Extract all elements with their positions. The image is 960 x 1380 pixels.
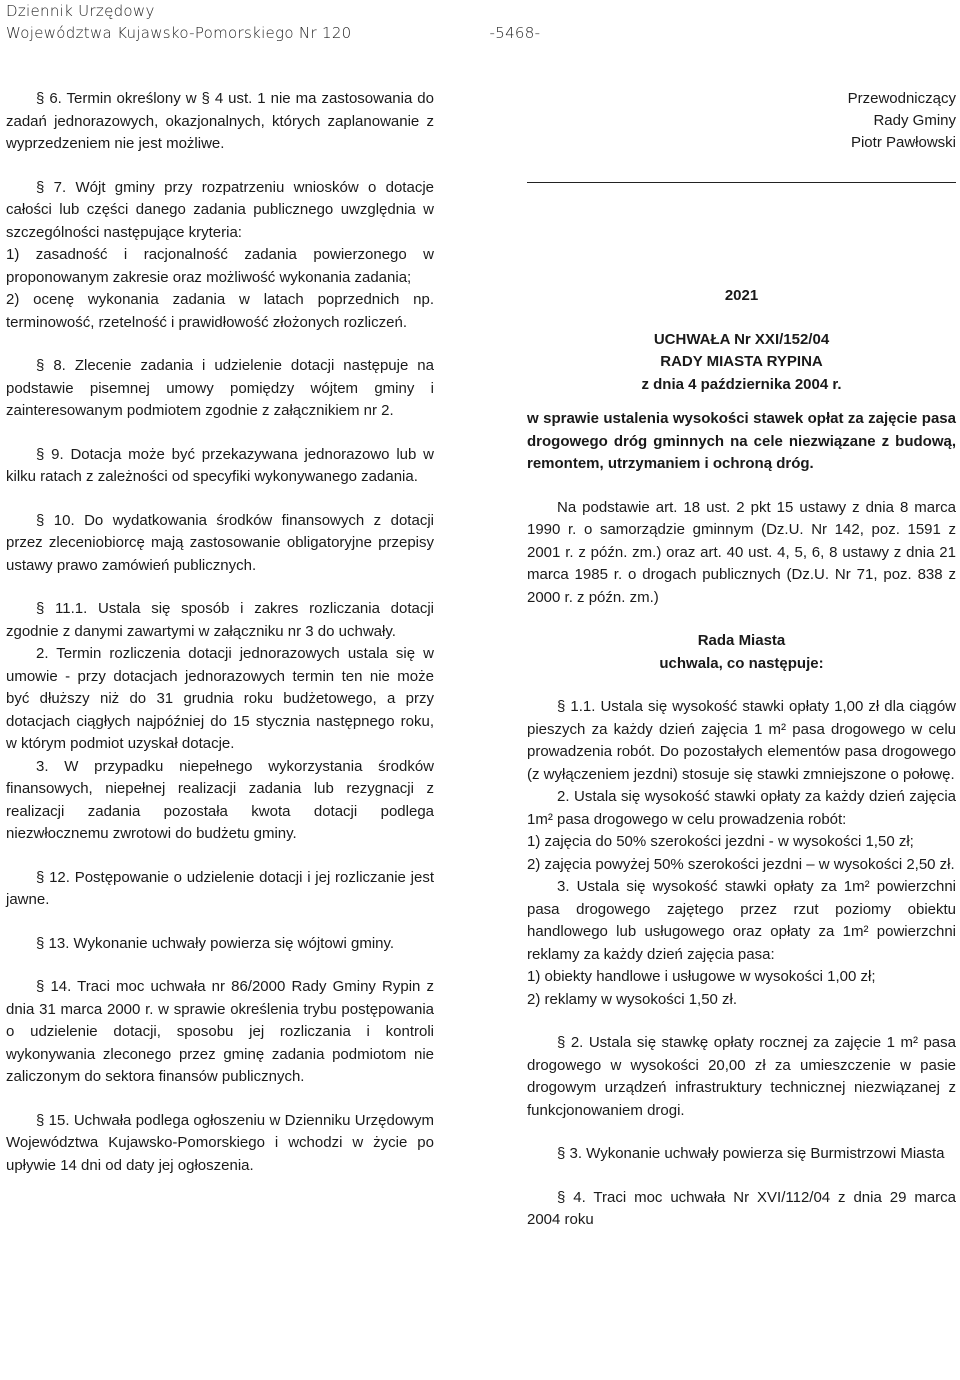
paragraph-11-3: 3. W przypadku niepełnego wykorzystania środków finansowych, niepełnej realizacji zadania lub rezygnacji z realizacji zadania pozostała kwota dotacji podlega niezwłocznemu zwrotowi do budżetu gminy. — [6, 757, 434, 842]
section-1-2: 2. Ustala się wysokość stawki opłaty za każdy dzień zajęcia 1m² pasa drogowego w celu prowadzenia robót: — [527, 788, 956, 828]
section-1-2-item-2: 2) zajęcia powyżej 50% szerokości jezdni – w wysokości 2,50 zł. — [527, 855, 955, 873]
paragraph-11-2: 2. Termin rozliczenia dotacji jednorazowych ustala się w umowie - przy dotacjach jednorazowych termin ten nie może być dłuższy niż do 31 grudnia roku budżetowego, a przy dotacjach ciągłych najpóźniej do 15 stycznia następnego roku, w którym podmiot uzyskał dotacje. — [6, 645, 434, 752]
paragraph-9: § 9. Dotacja może być przekazywana jednorazowo lub w kilku ratach z zależności od specyfiki wykonywanego zadania. — [6, 445, 434, 485]
resolution-issuer: RADY MIASTA RYPINA — [660, 353, 823, 370]
paragraph-7-item-2: 2) ocenę wykonania zadania w latach poprzednich np. terminowość, rzetelność i prawidłowość złożonych rozliczeń. — [6, 291, 434, 331]
paragraph-7: § 7. Wójt gminy przy rozpatrzeniu wniosków o dotacje całości lub części danego zadania publicznego uwzględnia w szczególności następujące kryteria: — [6, 178, 434, 241]
paragraph-8: § 8. Zlecenie zadania i udzielenie dotacji następuje na podstawie pisemnej umowy pomiędzy wójtem gminy i zainteresowanym podmiotem zgodnie z załącznikiem nr 2. — [6, 357, 434, 419]
council-name: Rada Miasta — [697, 632, 786, 649]
resolves-line: uchwala, co następuje: — [659, 654, 824, 672]
section-2: § 2. Ustala się stawkę opłaty rocznej za zajęcie 1 m² pasa drogowego w wysokości 20,00 zł za umieszczenie w pasie drogowym urządzeń infrastruktury technicznej niezwiązanej z funkcjonowaniem drogi. — [527, 1034, 956, 1119]
signature-role: Przewodniczący — [847, 90, 956, 107]
paragraph-6: § 6. Termin określony w § 4 ust. 1 nie ma zastosowania do zadań jednorazowych, okazjonalnych, których zaplanowanie z wyprzedzeniem nie jest możliwe. — [6, 90, 434, 152]
section-3: § 3. Wykonanie uchwały powierza się Burmistrzowi Miasta — [557, 1145, 945, 1162]
paragraph-14: § 14. Traci moc uchwała nr 86/2000 Rady Gminy Rypin z dnia 31 marca 2000 r. w sprawie określenia trybu postępowania o udzielenie dotacji, sposobu jej rozliczania i kontroli wykonywania zleconego przez gminę zadania podmiotom nie zaliczonym do sektora finansów publicznych. — [6, 978, 434, 1085]
paragraph-11-1: § 11.1. Ustala się sposób i zakres rozliczania dotacji zgodnie z danymi zawartymi w załączniku nr 3 do uchwały. — [6, 600, 434, 640]
journal-voivodeship: Województwa Kujawsko-Pomorskiego Nr 120 — [6, 24, 352, 42]
resolution-date: z dnia 4 października 2004 r. — [641, 375, 842, 393]
resolution-title: UCHWAŁA Nr XXI/152/04 — [653, 330, 830, 348]
paragraph-7-item-1: 1) zasadność i racjonalność zadania powierzonego w proponowanym zakresie oraz możliwość wykonania zadania; — [6, 246, 434, 286]
right-column — [527, 88, 956, 1232]
journal-title: Dziennik Urzędowy — [6, 2, 155, 20]
signature-name: Piotr Pawłowski — [850, 134, 956, 151]
resolution-subject: w sprawie ustalenia wysokości stawek opłat za zajęcie pasa drogowego dróg gminnych na cele niezwiązane z budową, remontem, utrzymaniem i ochroną dróg. — [527, 410, 956, 472]
paragraph-15: § 15. Uchwała podlega ogłoszeniu w Dzienniku Urzędowym Województwa Kujawsko-Pomorskiego i wchodzi w życie po upływie 14 dni od daty jej ogłoszenia. — [6, 1111, 434, 1174]
left-column — [6, 88, 434, 1177]
legal-basis: Na podstawie art. 18 ust. 2 pkt 15 ustawy z dnia 8 marca 1990 r. o samorządzie gminnym (Dz.U. Nr 142, poz. 1591 z 2001 r. z późn. zm.) oraz art. 40 ust. 4, 5, 6, 8 ustawy z dnia 21 marca 1985 r. o drogach publicznych (Dz.U. Nr 71, poz. 838 z 2000 r. z późn. zm.) — [527, 498, 956, 606]
section-1-2-item-1: 1) zajęcia do 50% szerokości jezdni - w wysokości 1,50 zł; — [527, 833, 914, 850]
signature-body: Rady Gminy — [873, 112, 956, 129]
position-number: 2021 — [724, 287, 759, 304]
paragraph-10: § 10. Do wydatkowania środków finansowych z dotacji przez zleceniobiorcę mają zastosowanie obligatoryjne przepisy ustawy prawo zamówień publicznych. — [6, 511, 434, 574]
paragraph-13: § 13. Wykonanie uchwały powierza się wójtowi gminy. — [36, 934, 395, 952]
section-1-3-item-2: 2) reklamy w wysokości 1,50 zł. — [527, 990, 738, 1008]
section-1-3: 3. Ustala się wysokość stawki opłaty za 1m² powierzchni pasa drogowego zajętego przez rzut poziomy obiektu handlowego lub usługowego oraz opłaty za 1m² powierzchni reklamy za każdy dzień zajęcia pasa: — [527, 878, 956, 963]
section-1-3-item-1: 1) obiekty handlowe i usługowe w wysokości 1,00 zł; — [527, 968, 876, 985]
page-number: -5468- — [489, 24, 541, 42]
section-4: § 4. Traci moc uchwała Nr XVI/112/04 z dnia 29 marca 2004 roku — [527, 1188, 956, 1228]
page-header — [6, 0, 706, 44]
signature-block — [527, 88, 956, 154]
paragraph-12: § 12. Postępowanie o udzielenie dotacji i jej rozliczanie jest jawne. — [6, 868, 434, 908]
header-row — [6, 22, 706, 44]
section-1-1: § 1.1. Ustala się wysokość stawki opłaty 1,00 zł dla ciągów pieszych za każdy dzień zajęcia 1 m² pasa drogowego w celu prowadzenia robót. Do pozostałych elementów pasa drogowego (z wyłączeniem jezdni) stosuje się stawki zmniejszone o połowę. — [527, 698, 956, 783]
